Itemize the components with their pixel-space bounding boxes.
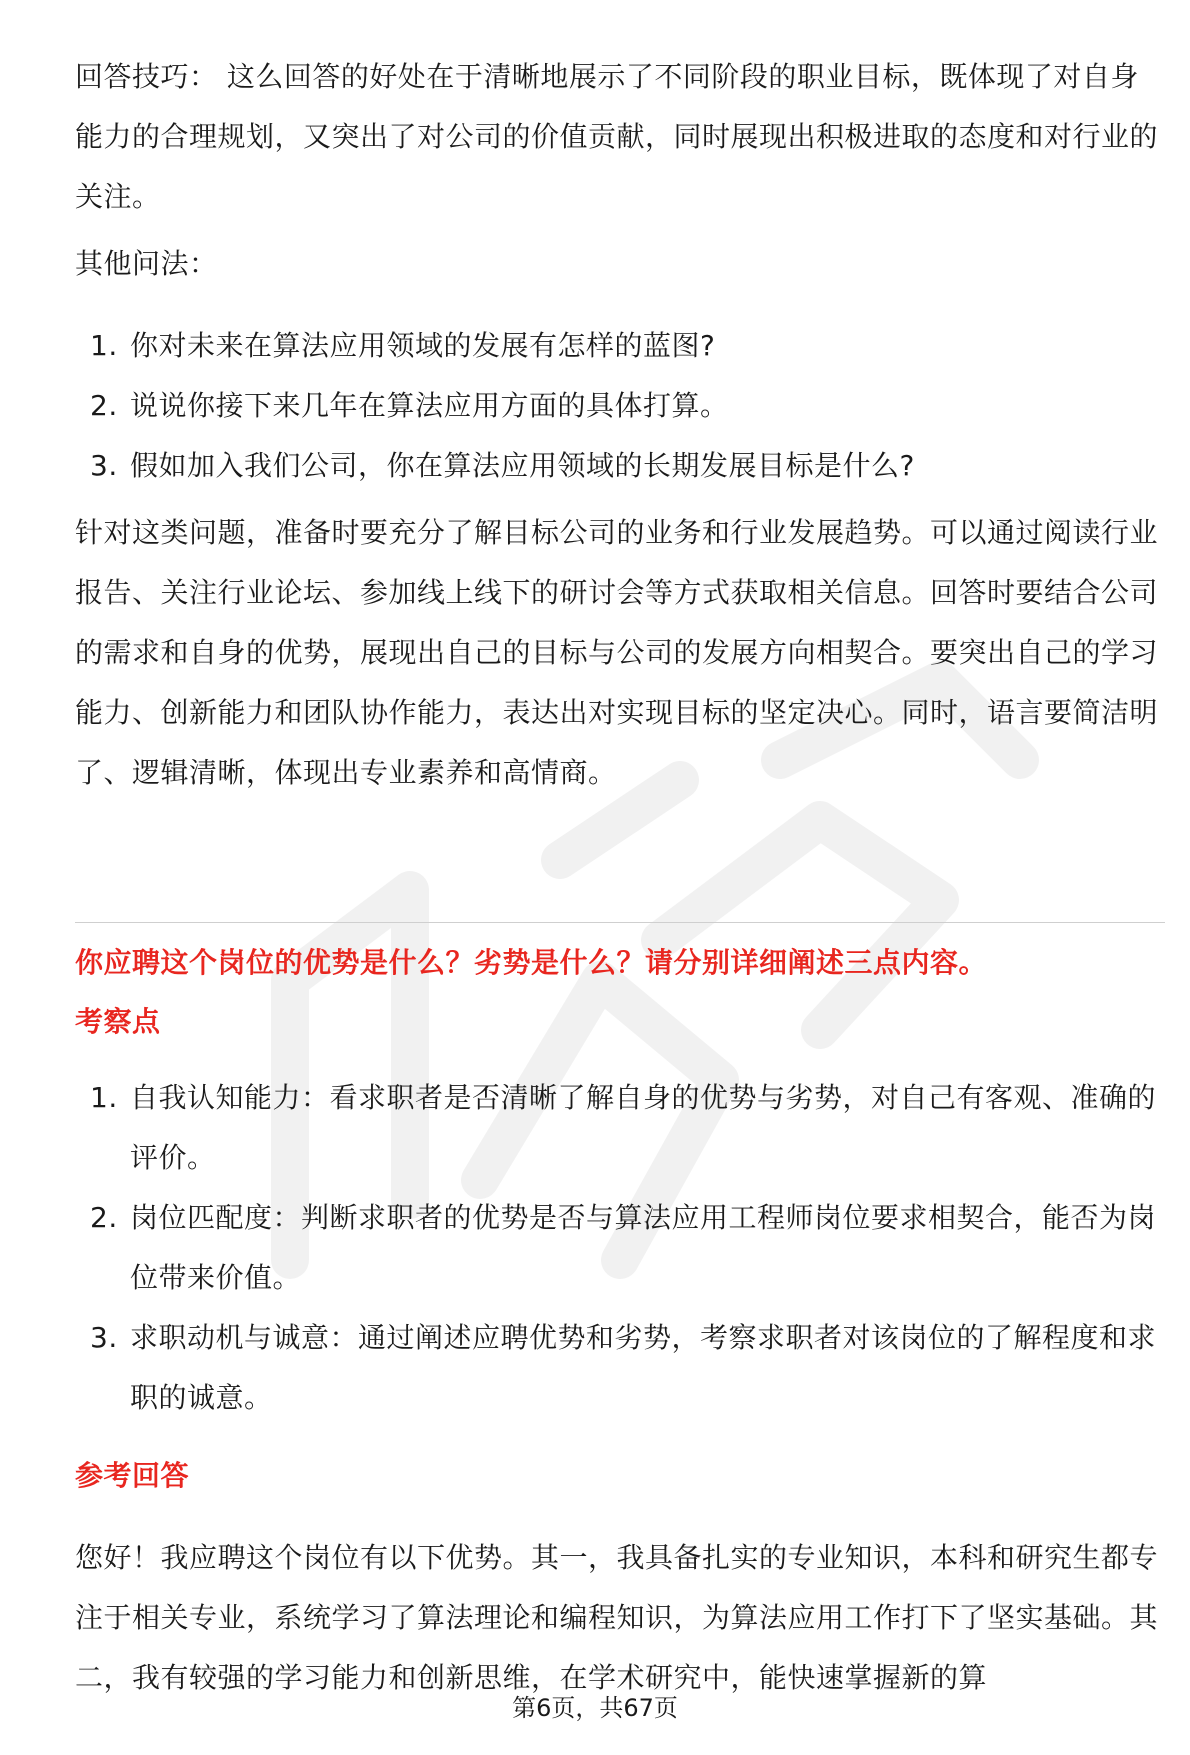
list-number: 2. bbox=[90, 1201, 118, 1234]
section-divider bbox=[75, 922, 1165, 923]
list-item-text: 说说你接下来几年在算法应用方面的具体打算。 bbox=[130, 389, 729, 422]
list-item-text: 自我认知能力：看求职者是否清晰了解自身的优势与劣势，对自己有客观、准确的评价。 bbox=[130, 1081, 1157, 1174]
preparation-advice-paragraph: 针对这类问题，准备时要充分了解目标公司的业务和行业发展趋势。可以通过阅读行业报告、关注行业论坛、参加线上线下的研讨会等方式获取相关信息。回答时要结合公司的需求和自身的优势，展现出自己的目标与公司的发展方向相契合。要突出自己的学习能力、创新能力和团队协作能力，表达出对实现目标的坚定决心。同时，语言要简洁明了、逻辑清晰，体现出专业素养和高情商。 bbox=[75, 516, 1159, 789]
other-questions-label: 其他问法： bbox=[75, 247, 218, 280]
list-item-text: 假如加入我们公司，你在算法应用领域的长期发展目标是什么? bbox=[130, 449, 915, 482]
list-number: 1. bbox=[90, 329, 118, 362]
list-item bbox=[75, 376, 1165, 436]
list-item-text: 岗位匹配度：判断求职者的优势是否与算法应用工程师岗位要求相契合，能否为岗位带来价值。 bbox=[130, 1201, 1157, 1294]
list-item-text: 求职动机与诚意：通过阐述应聘优势和劣势，考察求职者对该岗位的了解程度和求职的诚意。 bbox=[130, 1321, 1157, 1414]
list-number: 3. bbox=[90, 449, 118, 482]
list-item-text: 你对未来在算法应用领域的发展有怎样的蓝图? bbox=[130, 329, 716, 362]
reference-answer-paragraph: 您好！我应聘这个岗位有以下优势。其一，我具备扎实的专业知识，本科和研究生都专注于相关专业，系统学习了算法理论和编程知识，为算法应用工作打下了坚实基础。其二，我有较强的学习能力和创新思维，在学术研究中，能快速掌握新的算 bbox=[75, 1541, 1159, 1694]
exam-points-heading: 考察点 bbox=[75, 1005, 161, 1038]
list-item bbox=[75, 1188, 1165, 1308]
page-number-footer: 第6页，共67页 bbox=[512, 1694, 678, 1722]
other-questions-list bbox=[75, 316, 1165, 496]
list-number: 3. bbox=[90, 1321, 118, 1354]
list-item bbox=[75, 1308, 1165, 1428]
list-item bbox=[75, 436, 1165, 496]
list-number: 2. bbox=[90, 389, 118, 422]
question-title: 你应聘这个岗位的优势是什么？劣势是什么？请分别详细阐述三点内容。 bbox=[75, 946, 988, 979]
list-item bbox=[75, 316, 1165, 376]
list-number: 1. bbox=[90, 1081, 118, 1114]
reference-answer-heading: 参考回答 bbox=[75, 1459, 190, 1492]
list-item bbox=[75, 1068, 1165, 1188]
exam-points-list bbox=[75, 1068, 1165, 1428]
answer-tip-paragraph: 回答技巧： 这么回答的好处在于清晰地展示了不同阶段的职业目标，既体现了对自身能力的合理规划，又突出了对公司的价值贡献，同时展现出积极进取的态度和对行业的关注。 bbox=[75, 60, 1159, 213]
